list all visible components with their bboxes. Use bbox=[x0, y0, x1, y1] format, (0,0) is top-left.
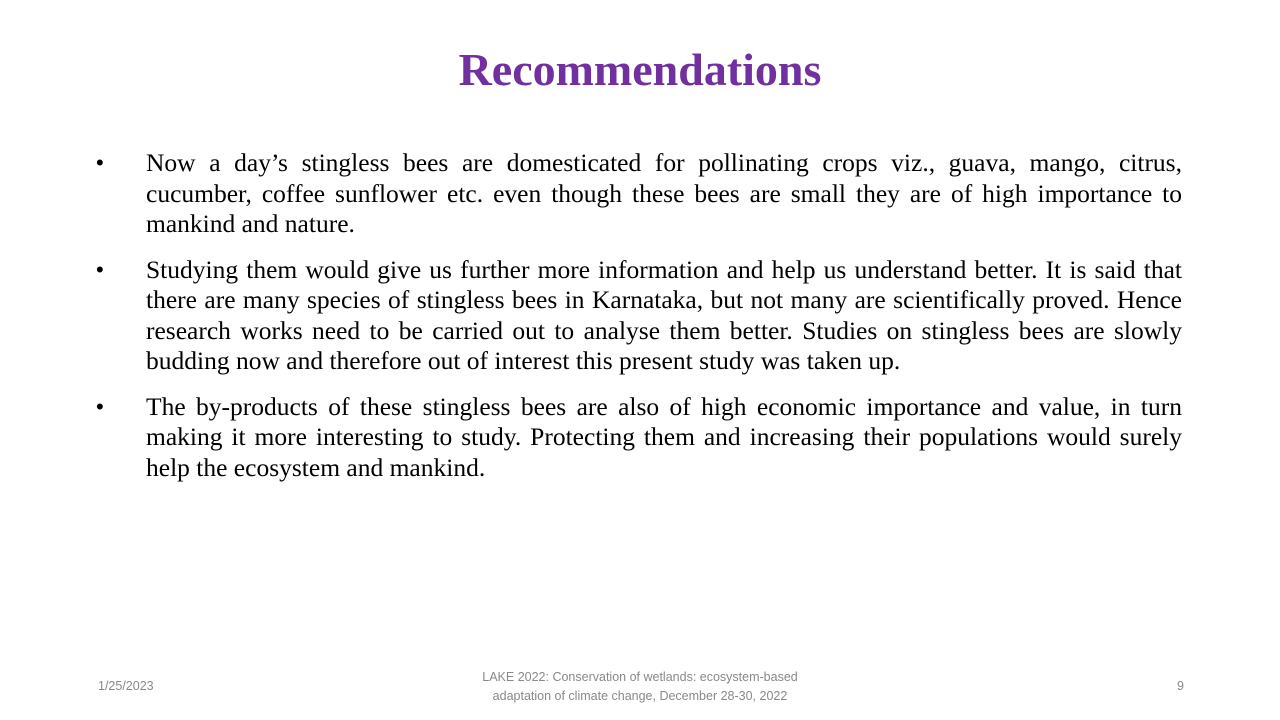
footer-caption-line-1: LAKE 2022: Conservation of wetlands: ecosystem-based bbox=[482, 670, 798, 684]
footer-date: 1/25/2023 bbox=[98, 679, 154, 693]
bullet-text: Studying them would give us further more information and help us understand better. It is said that there are many species of stingless bees in Karnataka, but not many are scientifically proved. Hence research works need to be carried out to analyse them better. Studies on stingless bees are slowly budding now and therefore out of interest this present study was taken up. bbox=[146, 254, 1182, 375]
footer-caption-line-2: adaptation of climate change, December 28-30, 2022 bbox=[492, 689, 788, 703]
bullet-text: The by-products of these stingless bees are also of high economic importance and value, in turn making it more interesting to study. Protecting them and increasing their populations would surely help the ecosystem and mankind. bbox=[146, 391, 1182, 482]
slide-number: 9 bbox=[1177, 679, 1184, 693]
bullet-marker: • bbox=[96, 393, 104, 419]
bullet-item bbox=[96, 148, 1182, 240]
bullet-text: Now a day’s stingless bees are domesticated for pollinating crops viz., guava, mango, citrus, cucumber, coffee sunflower etc. even though these bees are small they are of high importance to mankind and nature. bbox=[146, 148, 1182, 238]
slide-title: Recommendations bbox=[458, 44, 822, 95]
footer-event-caption bbox=[420, 668, 860, 706]
bullet-item bbox=[96, 255, 1182, 377]
bullet-item bbox=[96, 392, 1182, 484]
bullet-marker: • bbox=[96, 256, 104, 282]
bullet-marker: • bbox=[96, 150, 104, 175]
bullet-list bbox=[96, 148, 1182, 498]
